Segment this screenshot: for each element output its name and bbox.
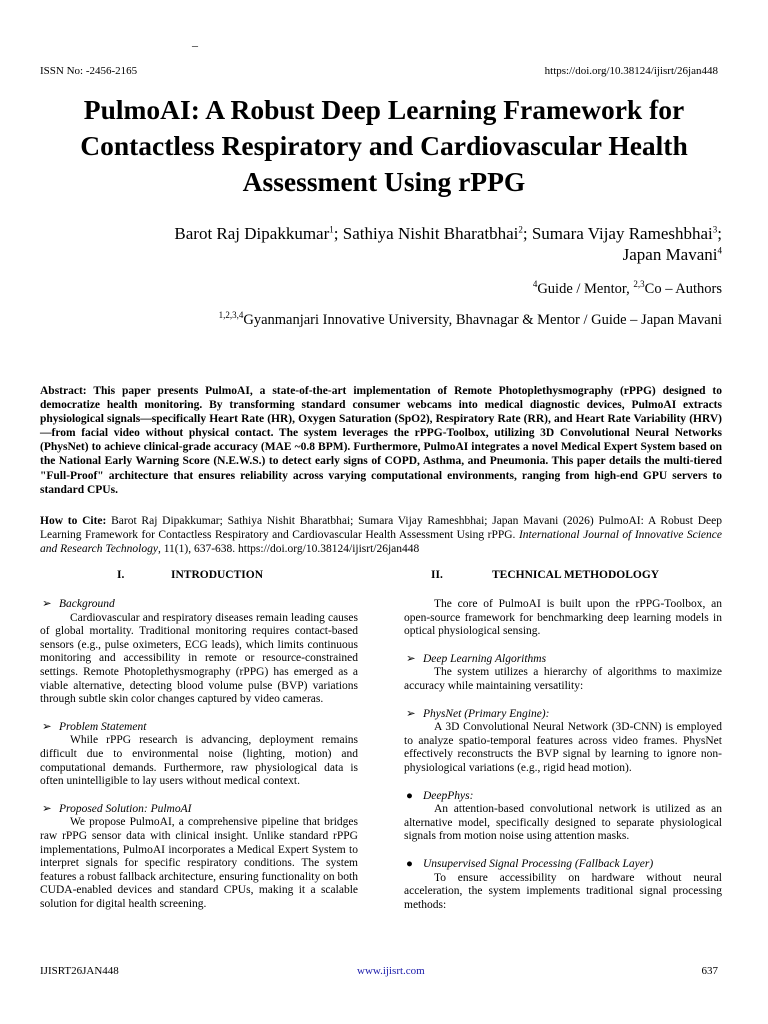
- affiliation-text: Gyanmanjari Innovative University, Bhavnagar & Mentor / Guide – Japan Mavani: [243, 312, 722, 328]
- paragraph: The system utilizes a hierarchy of algorithms to maximize accuracy while maintaining versatility:: [404, 666, 722, 692]
- paragraph: We propose PulmoAI, a comprehensive pipeline that bridges raw rPPG sensor data with clinical insight. Unlike standard rPPG implementations, PulmoAI incorporates a Medical Expert System to interpret signals for specific respiratory conditions. The system features a robust fallback architecture, ensuring functionality on both CUDA-enabled devices and standard CPUs, making it a scalable solution for digital health screening.: [40, 816, 358, 910]
- subsection-heading: ➢ Deep Learning Algorithms: [406, 652, 547, 665]
- author-separator: ;: [717, 224, 722, 243]
- footer-website-link[interactable]: www.ijisrt.com: [357, 965, 425, 977]
- author-name: Japan Mavani: [622, 245, 718, 264]
- author-name: ; Sumara Vijay Rameshbhai: [522, 224, 713, 243]
- section-title-introduction: INTRODUCTION: [171, 569, 264, 581]
- role-sup: 2,3: [633, 279, 645, 290]
- journal-name: International Journal of Innovative Science and Research Technology: [40, 529, 722, 556]
- paragraph: An attention-based convolutional network is utilized as an alternative model, specifically designed to separate physiological signals from motion noise using attention masks.: [404, 803, 722, 843]
- how-to-cite-label: How to Cite:: [40, 515, 107, 527]
- subsection-heading: ➢ Background: [42, 598, 115, 610]
- author-sup: 3: [712, 224, 718, 235]
- paragraph: Cardiovascular and respiratory diseases remain leading causes of global mortality. Traditional monitoring requires contact-based sensors (e.g., pulse oximeters, ECG leads), which limits continuous monitoring and accessibility in remote or resource-constrained settings. Remote Photoplethysmography (rPPG) has emerged as a viable alternative, detecting blood volume pulse (BVP) variations through subtle skin color changes captured by video cameras.: [40, 611, 358, 706]
- subsection-heading: ● Unsupervised Signal Processing (Fallback Layer): [406, 857, 654, 870]
- author-sup: 2: [518, 224, 523, 235]
- how-to-cite-text: Barot Raj Dipakkumar; Sathiya Nishit Bharatbhai; Sumara Vijay Rameshbhai; Japan Mavani (2026) PulmoAI: A Robust Deep Learning Framework for Contactless Respiratory and Cardiovascular Health Assessment Using rPPG.: [40, 515, 722, 542]
- subsection-heading: ➢ PhysNet (Primary Engine):: [406, 707, 550, 720]
- role-text: Guide / Mentor,: [537, 281, 634, 297]
- arrow-bullet-icon: ➢: [42, 802, 52, 815]
- how-to-cite: [40, 514, 722, 556]
- role-text: Co – Authors: [644, 281, 722, 297]
- paragraph: The core of PulmoAI is built upon the rPPG-Toolbox, an open-source framework for benchmarking deep learning models in optical physiological sensing.: [404, 598, 722, 638]
- subsection-heading: ➢ Proposed Solution: PulmoAI: [42, 802, 192, 815]
- how-to-cite-rest: , 11(1), 637-638. https://doi.org/10.38124/ijisrt/26jan448: [157, 543, 420, 556]
- affiliation: [219, 312, 722, 329]
- paragraph: A 3D Convolutional Neural Network (3D-CNN) is employed to analyze spatio-temporal features across video frames. PhysNet effectively reconstructs the BVP signal by learning to ignore non-physiological variations (e.g., rigid head motion).: [404, 721, 722, 774]
- arrow-bullet-icon: ➢: [406, 707, 416, 720]
- issn-number: ISSN No: -2456-2165: [40, 65, 138, 77]
- paragraph: To ensure accessibility on hardware without neural acceleration, the system implements traditional signal processing methods:: [404, 871, 722, 911]
- author-name: ; Sathiya Nishit Bharatbhai: [333, 224, 519, 243]
- right-column: [404, 598, 722, 926]
- affiliation-sup: 1,2,3,4: [218, 310, 244, 321]
- paragraph: While rPPG research is advancing, deployment remains difficult due to environmental noise (lighting, motion) and computational demands. Furthermore, raw physiological data is often unintelligible to lay users without medical context.: [40, 734, 358, 788]
- arrow-bullet-icon: ➢: [42, 720, 52, 733]
- footer-page-number: 637: [701, 965, 718, 977]
- author-sup: 1: [329, 224, 334, 235]
- header-dash: –: [192, 38, 198, 52]
- dot-bullet-icon: ●: [406, 789, 413, 802]
- abstract: Abstract: This paper presents PulmoAI, a state-of-the-art implementation of Remote Photoplethysmography (rPPG) designed to democratize health monitoring. By transforming standard consumer webcams into medical diagnostic devices, PulmoAI extracts physiological signals—specifically Heart Rate (HR), Oxygen Saturation (SpO2), Respiratory Rate (RR), and Heart Rate Variability (HRV)—from facial video without physical contact. The system leverages the rPPG-Toolbox, utilizing 3D Convolutional Neural Networks (PhysNet) to achieve clinical-grade accuracy (MAE ~0.8 BPM). Furthermore, PulmoAI integrates a novel Medical Expert System based on the National Early Warning Score (N.E.W.S.) to detect early signs of COPD, Asthma, and Pneumonia. This paper details the multi-tiered "Full-Proof" architecture that ensures reliability across varying computational environments, ranging from high-end GPU servers to standard CPUs.: [40, 385, 722, 496]
- section-title-technical-methodology: TECHNICAL METHODOLOGY: [492, 569, 660, 581]
- section-number: I.: [117, 569, 125, 581]
- author-roles: [533, 281, 722, 298]
- author-list: [40, 223, 722, 265]
- dot-bullet-icon: ●: [406, 857, 413, 870]
- section-number: II.: [431, 569, 443, 581]
- subsection-heading: ➢ Problem Statement: [42, 720, 147, 733]
- doi-link[interactable]: https://doi.org/10.38124/ijisrt/26jan448: [544, 65, 718, 77]
- role-sup: 4: [532, 279, 538, 290]
- author-sup: 4: [717, 245, 722, 256]
- subsection-heading: ● DeepPhys:: [406, 789, 474, 802]
- arrow-bullet-icon: ➢: [406, 652, 416, 665]
- arrow-bullet-icon: ➢: [42, 598, 52, 610]
- footer-paper-id: IJISRT26JAN448: [40, 965, 119, 977]
- paper-title: PulmoAI: A Robust Deep Learning Framework for Contactless Respiratory and Cardiovascular Health Assessment Using rPPG: [80, 94, 688, 197]
- author-name: Barot Raj Dipakkumar: [174, 224, 330, 243]
- left-column: [40, 598, 358, 925]
